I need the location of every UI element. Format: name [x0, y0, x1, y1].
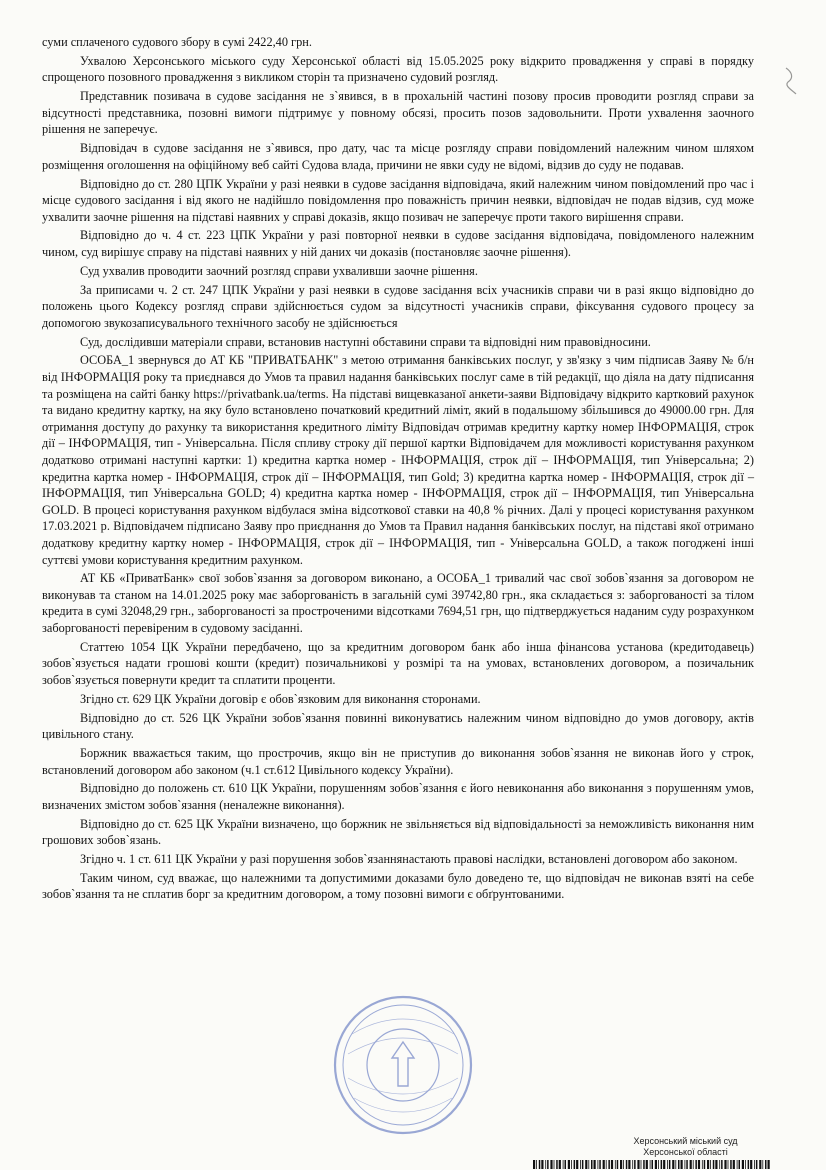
barcode-bar	[742, 1160, 744, 1169]
barcode-bar	[608, 1160, 610, 1169]
barcode-bar	[762, 1160, 763, 1169]
barcode-bar	[690, 1160, 692, 1169]
barcode-bar	[565, 1160, 567, 1169]
paragraph-plaintiff-representative: Представник позивача в судове засідання не з`явився, в в прохальній частині позову просив проводити розгляд справи за відсутності представника, позовні вимоги підтримує у повному обсязі, просить позов задовольнити. Проти ухвалення заочного рішення не заперечує.	[42, 89, 754, 137]
barcode-bar	[695, 1160, 697, 1169]
paragraph-art-611: Згідно ч. 1 ст. 611 ЦК України у разі порушення зобов`язаннянастають правові наслідки, встановлені договором або законом.	[80, 852, 738, 867]
barcode-bar	[574, 1160, 576, 1169]
barcode-bar	[737, 1160, 738, 1169]
barcode-bar	[652, 1160, 654, 1169]
barcode-bar	[756, 1160, 758, 1169]
barcode-bar	[585, 1160, 587, 1169]
barcode-bar	[632, 1160, 633, 1169]
barcode-bar	[765, 1160, 767, 1169]
barcode-bar	[559, 1160, 561, 1169]
barcode-bar	[710, 1160, 711, 1169]
scan-edge-mark-icon	[782, 64, 800, 98]
paragraph-art-223: Відповідно до ч. 4 ст. 223 ЦПК України у разі повторної неявки в судове засідання відповідача, повідомленого належним чином, суд вирішує справу на підставі наявних у ній даних чи доказів (постановляє заочне рішення).	[42, 228, 754, 260]
barcode-bar	[615, 1160, 616, 1169]
barcode-bar	[576, 1160, 578, 1169]
barcode-bar	[563, 1160, 564, 1169]
barcode-bar	[568, 1160, 570, 1169]
barcode-bar	[571, 1160, 572, 1169]
paragraph-art-610: Відповідно до положень ст. 610 ЦК України, порушенням зобов`язання є його невиконання або виконання з порушенням умов, визначених змістом зобов`язання (неналежне виконання).	[42, 781, 754, 812]
barcode-bar	[554, 1160, 555, 1169]
document-body	[42, 34, 754, 905]
footer-court-line1: Херсонський міський суд	[633, 1136, 738, 1146]
barcode-bar	[702, 1160, 703, 1169]
barcode-icon	[533, 1160, 773, 1169]
barcode-bar	[715, 1160, 717, 1169]
barcode-bar	[750, 1160, 752, 1169]
barcode-bar	[693, 1160, 694, 1169]
barcode-bar	[655, 1160, 657, 1169]
barcode-bar	[623, 1160, 624, 1169]
barcode-bar	[628, 1160, 630, 1169]
paragraph-art-625: Відповідно до ст. 625 ЦК України визначено, що боржник не звільняється від відповідальності за неможливість виконання ним грошових зобов`язань.	[42, 816, 754, 848]
barcode-bar	[739, 1160, 741, 1169]
paragraph-art-526: Відповідно до ст. 526 ЦК України зобов`язання повинні виконуватись належним чином відповідно до умов договору, актів цивільного стану.	[42, 710, 754, 742]
barcode-bar	[634, 1160, 636, 1169]
barcode-bar	[637, 1160, 639, 1169]
barcode-bar	[650, 1160, 651, 1169]
barcode-bar	[545, 1160, 546, 1169]
barcode-bar	[580, 1160, 581, 1169]
paragraph-ruling-opened: Ухвалою Херсонського міського суду Херсонської області від 15.05.2025 року відкрито провадження у справі в порядку спрощеного позовного провадження з викликом сторін та призначено судовий розгляд.	[42, 53, 754, 85]
paragraph-art-612: Боржник вважається таким, що прострочив, якщо він не приступив до виконання зобов`язання не виконав його у строк, встановлений договором або законом (ч.1 ст.612 Цивільного кодексу України).	[42, 745, 754, 777]
barcode-bar	[606, 1160, 607, 1169]
barcode-bar	[707, 1160, 709, 1169]
barcode-bar	[594, 1160, 596, 1169]
barcode-bar	[599, 1160, 601, 1169]
barcode-bar	[533, 1160, 535, 1169]
barcode-bar	[672, 1160, 674, 1169]
paragraph-art-629: Згідно ст. 629 ЦК України договір є обов`язковим для виконання сторонами.	[80, 691, 481, 706]
barcode-bar	[626, 1160, 628, 1169]
barcode-bar	[685, 1160, 686, 1169]
barcode-bar	[547, 1160, 549, 1169]
barcode-bar	[588, 1160, 589, 1169]
barcode-bar	[556, 1160, 558, 1169]
paragraph-court-fee: суми сплаченого судового збору в сумі 2422,40 грн.	[42, 35, 312, 49]
barcode-bar	[646, 1160, 648, 1169]
paragraph-defendant-absent: Відповідач в судове засідання не з`явився, про дату, час та місце розгляду справи повідомлений належним чином шляхом розміщення оголошення на офіційному веб сайті Судова влада, причини не явки суду не відомі, відзив до суду не подавав.	[42, 141, 754, 172]
barcode-bar	[591, 1160, 593, 1169]
paragraph-court-findings: Суд, дослідивши матеріали справи, встановив наступні обставини справи та відповідні ним правовідносини.	[80, 334, 651, 349]
court-seal-stamp-icon	[332, 994, 474, 1136]
barcode-bar	[675, 1160, 676, 1169]
barcode-bar	[728, 1160, 729, 1169]
paragraph-default-hearing: Суд ухвалив проводити заочний розгляд справи ухваливши заочне рішення.	[80, 263, 478, 278]
barcode-bar	[704, 1160, 706, 1169]
barcode-bar	[603, 1160, 605, 1169]
barcode-bar	[620, 1160, 622, 1169]
barcode-bar	[730, 1160, 732, 1169]
barcode-bar	[733, 1160, 735, 1169]
barcode-bar	[663, 1160, 665, 1169]
barcode-bar	[713, 1160, 715, 1169]
footer-court-line2: Херсонської області	[643, 1147, 728, 1157]
barcode-bar	[748, 1160, 750, 1169]
paragraph-debt-amount: АТ КБ «ПриватБанк» свої зобов`язання за договором виконано, а ОСОБА_1 тривалий час свої зобов`язання за договором не виконував та станом на 14.01.2025 року має заборгованість в загальній сумі 39742,80 грн., яка складається з: заборгованості за тілом кредита в сумі 32048,29 грн., заборгованості за простроченими відсотками 7694,51 грн, що підтверджується наданим суду розрахунком заборгованості перевіреним в судовому засіданні.	[42, 571, 754, 636]
barcode-bar	[678, 1160, 680, 1169]
barcode-bar	[724, 1160, 726, 1169]
barcode-bar	[768, 1160, 770, 1169]
barcode-bar	[698, 1160, 700, 1169]
barcode-bar	[658, 1160, 659, 1169]
barcode-bar	[582, 1160, 584, 1169]
paragraph-art-280: Відповідно до ст. 280 ЦПК України у разі неявки в судове засідання відповідача, який належним чином повідомлений про час і місце судового засідання і від якого не надійшло повідомлення про поважність причин неявки, відповідач не подав відзив, суд може ухвалити заочне рішення на підставі наявних у справі доказів, якщо позивач не заперечує проти такого вирішення справи.	[42, 176, 754, 224]
footer-court-name	[598, 1136, 773, 1158]
barcode-bar	[617, 1160, 619, 1169]
barcode-bar	[667, 1160, 668, 1169]
barcode-bar	[641, 1160, 642, 1169]
barcode-bar	[669, 1160, 671, 1169]
barcode-bar	[681, 1160, 683, 1169]
barcode-bar	[539, 1160, 541, 1169]
paragraph-art-247: За приписами ч. 2 ст. 247 ЦПК України у разі неявки в судове засідання всіх учасників справи чи в разі якщо відповідно до положень цього Кодексу розгляд справи здійснюється судом за відсутності учасників справи, фіксування судового процесу за допомогою звукозаписувального технічного засобу не здійснюється	[42, 282, 754, 330]
barcode-bar	[745, 1160, 746, 1169]
barcode-bar	[550, 1160, 552, 1169]
barcode-bar	[598, 1160, 599, 1169]
paragraph-art-1054: Статтею 1054 ЦК України передбачено, що за кредитним договором банк або інша фінансова установа (кредитодавець) зобов`язується надати грошові кошти (кредит) позичальникові у розмірі та на умовах, встановлених договором, а позичальник зобов`язується повернути кредит та сплатити проценти.	[42, 639, 754, 688]
barcode-bar	[536, 1160, 537, 1169]
barcode-bar	[643, 1160, 645, 1169]
barcode-bar	[759, 1160, 761, 1169]
barcode-bar	[686, 1160, 688, 1169]
barcode-bar	[754, 1160, 755, 1169]
barcode-bar	[721, 1160, 723, 1169]
barcode-bar	[661, 1160, 663, 1169]
barcode-bar	[541, 1160, 543, 1169]
barcode-bar	[719, 1160, 720, 1169]
barcode-bar	[611, 1160, 613, 1169]
paragraph-conclusion: Таким чином, суд вважає, що належними та допустимими доказами було доведено те, що відповідач не виконав взяті на себе зобов`язання та не сплатив борг за кредитним договором, а тому позовні вимоги є обґрунтованими.	[42, 870, 754, 902]
paragraph-bank-agreement: ОСОБА_1 звернувся до АТ КБ "ПРИВАТБАНК" з метою отримання банківських послуг, у зв'язку з чим підписав Заяву № б/н від ІНФОРМАЦІЯ року та приєднався до Умов та правил надання банківських послуг саме в тій редакції, що діяла на дату підписання та розміщена на сайті банку https://privatbank.ua/terms. На підставі вищевказаної анкети-заяви Відповідачу відкрито картковий рахунок та видано кредитну картку, на яку було встановлено початковий кредитний ліміт, який в подальшому збільшився до 49000.00 грн. Для отримання доступу до рахунку та використання кредитного ліміту Відповідач отримав кредитну картку номер ІНФОРМАЦІЯ, строк дії – ІНФОРМАЦІЯ, тип - Універсальна. Після спливу строку дії першої картки Відповідачем для можливості користування рахунком додатково отримані наступні картки: 1) кредитна картка номер - ІНФОРМАЦІЯ, строк дії – ІНФОРМАЦІЯ, тип Універсальна; 2) кредитна картка номер - ІНФОРМАЦІЯ, строк дії – ІНФОРМАЦІЯ, тип Gold; 3) кредитна картка номер - ІНФОРМАЦІЯ, строк дії – ІНФОРМАЦІЯ, тип Універсальна GOLD; 4) кредитна картка номер - ІНФОРМАЦІЯ, строк дії – ІНФОРМАЦІЯ, тип Універсальна GOLD. В процесі користування рахунком відбулася зміна відсоткової ставки на 40,8 % річних. Далі у процесі користування рахунком 17.03.2021 р. Відповідачем підписано Заяву про приєднання до Умов та Правил надання банківських послуг, на підставі якої отримано додаткову кредитну картку номер - ІНФОРМАЦІЯ, строк дії – ІНФОРМАЦІЯ, тип - Універсальна GOLD, а також погоджені інші суттєві умови користування кредитним рахунком.	[42, 353, 754, 567]
